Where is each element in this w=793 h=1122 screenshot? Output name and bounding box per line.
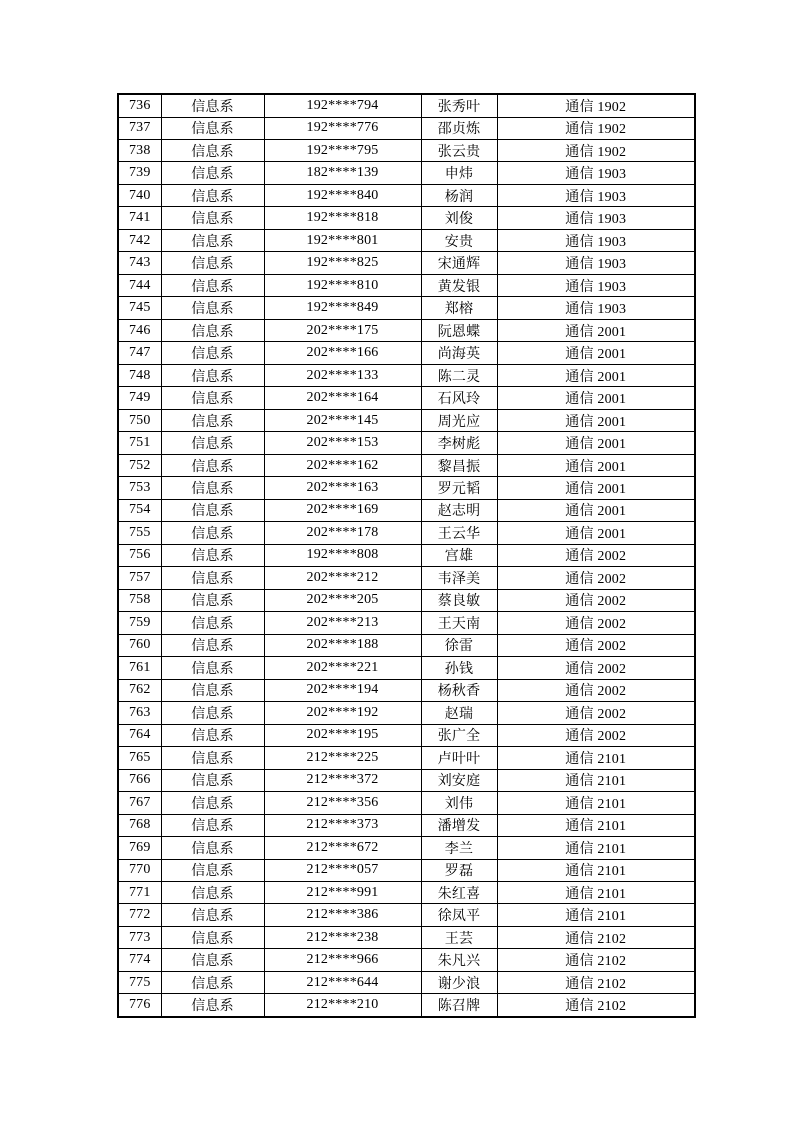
cell-student-id: 202****178 — [264, 522, 421, 544]
cell-department: 信息系 — [161, 432, 264, 454]
table-row — [118, 477, 695, 499]
cell-student-name: 罗磊 — [421, 859, 497, 881]
cell-department: 信息系 — [161, 881, 264, 903]
table-row — [118, 814, 695, 836]
cell-student-name: 张云贵 — [421, 140, 497, 162]
cell-class: 通信 1903 — [497, 184, 695, 206]
table-row — [118, 859, 695, 881]
cell-student-name: 申炜 — [421, 162, 497, 184]
cell-department: 信息系 — [161, 589, 264, 611]
cell-seq-number: 740 — [118, 184, 161, 206]
cell-student-name: 李兰 — [421, 837, 497, 859]
table-row — [118, 274, 695, 296]
cell-class: 通信 1903 — [497, 229, 695, 251]
cell-department: 信息系 — [161, 634, 264, 656]
table-row — [118, 162, 695, 184]
cell-student-name: 卢叶叶 — [421, 747, 497, 769]
cell-student-id: 212****238 — [264, 926, 421, 948]
cell-department: 信息系 — [161, 769, 264, 791]
cell-class: 通信 2101 — [497, 881, 695, 903]
cell-class: 通信 2102 — [497, 971, 695, 993]
cell-student-id: 212****966 — [264, 949, 421, 971]
cell-student-id: 182****139 — [264, 162, 421, 184]
cell-student-name: 韦泽美 — [421, 567, 497, 589]
cell-class: 通信 2101 — [497, 837, 695, 859]
table-row — [118, 926, 695, 948]
cell-class: 通信 1903 — [497, 297, 695, 319]
cell-student-name: 赵志明 — [421, 499, 497, 521]
cell-student-id: 202****133 — [264, 364, 421, 386]
table-row — [118, 904, 695, 926]
table-row — [118, 522, 695, 544]
cell-department: 信息系 — [161, 657, 264, 679]
cell-student-id: 192****808 — [264, 544, 421, 566]
cell-department: 信息系 — [161, 859, 264, 881]
cell-student-id: 212****356 — [264, 792, 421, 814]
cell-class: 通信 2001 — [497, 522, 695, 544]
cell-seq-number: 755 — [118, 522, 161, 544]
cell-class: 通信 2101 — [497, 904, 695, 926]
cell-seq-number: 739 — [118, 162, 161, 184]
cell-student-name: 徐凤平 — [421, 904, 497, 926]
cell-student-id: 202****166 — [264, 342, 421, 364]
cell-class: 通信 1902 — [497, 117, 695, 139]
cell-student-id: 192****849 — [264, 297, 421, 319]
cell-seq-number: 767 — [118, 792, 161, 814]
cell-class: 通信 1903 — [497, 274, 695, 296]
cell-department: 信息系 — [161, 949, 264, 971]
cell-department: 信息系 — [161, 319, 264, 341]
cell-seq-number: 754 — [118, 499, 161, 521]
cell-student-id: 202****194 — [264, 679, 421, 701]
cell-department: 信息系 — [161, 724, 264, 746]
cell-department: 信息系 — [161, 94, 264, 117]
cell-student-id: 202****213 — [264, 612, 421, 634]
cell-seq-number: 770 — [118, 859, 161, 881]
cell-class: 通信 2001 — [497, 319, 695, 341]
cell-class: 通信 2102 — [497, 949, 695, 971]
cell-class: 通信 2001 — [497, 342, 695, 364]
cell-department: 信息系 — [161, 409, 264, 431]
table-row — [118, 297, 695, 319]
cell-department: 信息系 — [161, 364, 264, 386]
cell-seq-number: 748 — [118, 364, 161, 386]
cell-department: 信息系 — [161, 274, 264, 296]
cell-student-id: 212****672 — [264, 837, 421, 859]
cell-seq-number: 775 — [118, 971, 161, 993]
cell-department: 信息系 — [161, 207, 264, 229]
cell-student-id: 202****192 — [264, 702, 421, 724]
cell-student-id: 202****163 — [264, 477, 421, 499]
cell-seq-number: 758 — [118, 589, 161, 611]
cell-seq-number: 741 — [118, 207, 161, 229]
cell-department: 信息系 — [161, 814, 264, 836]
cell-seq-number: 776 — [118, 994, 161, 1017]
cell-class: 通信 2002 — [497, 567, 695, 589]
cell-class: 通信 2102 — [497, 994, 695, 1017]
cell-class: 通信 1903 — [497, 252, 695, 274]
cell-student-name: 陈召牌 — [421, 994, 497, 1017]
cell-class: 通信 2102 — [497, 926, 695, 948]
cell-department: 信息系 — [161, 904, 264, 926]
cell-class: 通信 2101 — [497, 859, 695, 881]
cell-student-id: 192****825 — [264, 252, 421, 274]
cell-class: 通信 2001 — [497, 454, 695, 476]
cell-student-name: 赵瑞 — [421, 702, 497, 724]
cell-student-id: 192****810 — [264, 274, 421, 296]
cell-seq-number: 753 — [118, 477, 161, 499]
cell-student-name: 朱红喜 — [421, 881, 497, 903]
cell-class: 通信 2001 — [497, 364, 695, 386]
cell-student-id: 212****372 — [264, 769, 421, 791]
cell-class: 通信 2101 — [497, 792, 695, 814]
cell-department: 信息系 — [161, 792, 264, 814]
cell-seq-number: 746 — [118, 319, 161, 341]
cell-student-id: 192****818 — [264, 207, 421, 229]
cell-department: 信息系 — [161, 477, 264, 499]
cell-department: 信息系 — [161, 926, 264, 948]
table-row — [118, 747, 695, 769]
cell-student-name: 刘伟 — [421, 792, 497, 814]
table-row — [118, 117, 695, 139]
table-row — [118, 679, 695, 701]
cell-student-id: 192****801 — [264, 229, 421, 251]
cell-seq-number: 761 — [118, 657, 161, 679]
cell-student-name: 杨秋香 — [421, 679, 497, 701]
cell-class: 通信 2002 — [497, 544, 695, 566]
table-row — [118, 207, 695, 229]
cell-class: 通信 2101 — [497, 769, 695, 791]
cell-seq-number: 763 — [118, 702, 161, 724]
table-row — [118, 409, 695, 431]
cell-student-id: 202****175 — [264, 319, 421, 341]
cell-class: 通信 1903 — [497, 162, 695, 184]
table-row — [118, 612, 695, 634]
cell-student-id: 202****162 — [264, 454, 421, 476]
table-row — [118, 252, 695, 274]
cell-student-name: 潘增发 — [421, 814, 497, 836]
cell-student-id: 192****794 — [264, 94, 421, 117]
cell-student-name: 黄发银 — [421, 274, 497, 296]
cell-student-name: 陈二灵 — [421, 364, 497, 386]
cell-student-name: 宫雄 — [421, 544, 497, 566]
table-row — [118, 724, 695, 746]
cell-student-name: 刘俊 — [421, 207, 497, 229]
cell-seq-number: 768 — [118, 814, 161, 836]
cell-student-name: 尚海英 — [421, 342, 497, 364]
cell-class: 通信 2001 — [497, 409, 695, 431]
cell-department: 信息系 — [161, 387, 264, 409]
cell-student-id: 212****210 — [264, 994, 421, 1017]
cell-student-id: 212****386 — [264, 904, 421, 926]
cell-student-name: 徐雷 — [421, 634, 497, 656]
cell-class: 通信 2001 — [497, 477, 695, 499]
cell-seq-number: 752 — [118, 454, 161, 476]
cell-student-name: 宋通辉 — [421, 252, 497, 274]
table-row — [118, 454, 695, 476]
table-row — [118, 387, 695, 409]
cell-seq-number: 743 — [118, 252, 161, 274]
cell-class: 通信 2002 — [497, 589, 695, 611]
cell-department: 信息系 — [161, 342, 264, 364]
cell-student-name: 朱凡兴 — [421, 949, 497, 971]
cell-student-name: 王天南 — [421, 612, 497, 634]
cell-seq-number: 757 — [118, 567, 161, 589]
cell-seq-number: 751 — [118, 432, 161, 454]
table-row — [118, 702, 695, 724]
cell-department: 信息系 — [161, 252, 264, 274]
table-row — [118, 567, 695, 589]
cell-class: 通信 2002 — [497, 634, 695, 656]
cell-student-name: 罗元韬 — [421, 477, 497, 499]
cell-student-id: 202****212 — [264, 567, 421, 589]
cell-seq-number: 745 — [118, 297, 161, 319]
cell-student-id: 202****164 — [264, 387, 421, 409]
cell-student-id: 212****991 — [264, 881, 421, 903]
table-row — [118, 792, 695, 814]
table-row — [118, 657, 695, 679]
cell-seq-number: 772 — [118, 904, 161, 926]
cell-seq-number: 765 — [118, 747, 161, 769]
cell-seq-number: 774 — [118, 949, 161, 971]
cell-class: 通信 1902 — [497, 94, 695, 117]
table-row — [118, 94, 695, 117]
table-row — [118, 994, 695, 1017]
table-row — [118, 881, 695, 903]
cell-seq-number: 769 — [118, 837, 161, 859]
cell-class: 通信 2101 — [497, 814, 695, 836]
student-roster-body — [118, 94, 695, 1017]
cell-seq-number: 766 — [118, 769, 161, 791]
table-row — [118, 432, 695, 454]
cell-student-id: 202****145 — [264, 409, 421, 431]
cell-department: 信息系 — [161, 567, 264, 589]
cell-seq-number: 760 — [118, 634, 161, 656]
cell-department: 信息系 — [161, 544, 264, 566]
cell-student-id: 202****188 — [264, 634, 421, 656]
cell-student-name: 杨润 — [421, 184, 497, 206]
cell-department: 信息系 — [161, 702, 264, 724]
cell-department: 信息系 — [161, 297, 264, 319]
table-row — [118, 949, 695, 971]
cell-student-id: 212****225 — [264, 747, 421, 769]
cell-student-id: 202****153 — [264, 432, 421, 454]
cell-student-name: 张广全 — [421, 724, 497, 746]
cell-class: 通信 2101 — [497, 747, 695, 769]
cell-department: 信息系 — [161, 162, 264, 184]
cell-class: 通信 2002 — [497, 657, 695, 679]
cell-department: 信息系 — [161, 522, 264, 544]
cell-class: 通信 1902 — [497, 140, 695, 162]
cell-seq-number: 738 — [118, 140, 161, 162]
cell-student-name: 张秀叶 — [421, 94, 497, 117]
cell-seq-number: 747 — [118, 342, 161, 364]
cell-student-id: 202****169 — [264, 499, 421, 521]
cell-seq-number: 742 — [118, 229, 161, 251]
cell-student-id: 192****840 — [264, 184, 421, 206]
cell-department: 信息系 — [161, 971, 264, 993]
cell-class: 通信 2002 — [497, 612, 695, 634]
cell-seq-number: 771 — [118, 881, 161, 903]
cell-student-name: 刘安庭 — [421, 769, 497, 791]
cell-seq-number: 736 — [118, 94, 161, 117]
cell-student-name: 王云华 — [421, 522, 497, 544]
table-row — [118, 364, 695, 386]
table-row — [118, 140, 695, 162]
cell-department: 信息系 — [161, 184, 264, 206]
cell-student-name: 石风玲 — [421, 387, 497, 409]
cell-seq-number: 744 — [118, 274, 161, 296]
cell-student-name: 李树彪 — [421, 432, 497, 454]
cell-department: 信息系 — [161, 140, 264, 162]
cell-class: 通信 1903 — [497, 207, 695, 229]
cell-department: 信息系 — [161, 679, 264, 701]
cell-student-name: 邵贞炼 — [421, 117, 497, 139]
cell-student-id: 192****776 — [264, 117, 421, 139]
cell-class: 通信 2001 — [497, 432, 695, 454]
cell-seq-number: 759 — [118, 612, 161, 634]
cell-student-id: 212****373 — [264, 814, 421, 836]
cell-seq-number: 750 — [118, 409, 161, 431]
cell-student-id: 202****205 — [264, 589, 421, 611]
cell-department: 信息系 — [161, 837, 264, 859]
cell-seq-number: 737 — [118, 117, 161, 139]
cell-department: 信息系 — [161, 612, 264, 634]
table-row — [118, 499, 695, 521]
cell-seq-number: 756 — [118, 544, 161, 566]
cell-class: 通信 2001 — [497, 499, 695, 521]
cell-class: 通信 2001 — [497, 387, 695, 409]
table-row — [118, 971, 695, 993]
cell-student-name: 郑榕 — [421, 297, 497, 319]
cell-student-name: 周光应 — [421, 409, 497, 431]
cell-student-name: 蔡良敏 — [421, 589, 497, 611]
cell-department: 信息系 — [161, 229, 264, 251]
cell-student-name: 孙钱 — [421, 657, 497, 679]
cell-department: 信息系 — [161, 499, 264, 521]
cell-department: 信息系 — [161, 454, 264, 476]
cell-department: 信息系 — [161, 747, 264, 769]
student-roster-table — [117, 93, 696, 1018]
cell-department: 信息系 — [161, 994, 264, 1017]
cell-seq-number: 749 — [118, 387, 161, 409]
cell-student-name: 黎昌振 — [421, 454, 497, 476]
table-row — [118, 544, 695, 566]
table-row — [118, 184, 695, 206]
cell-student-name: 安贵 — [421, 229, 497, 251]
table-row — [118, 229, 695, 251]
cell-student-name: 阮恩蝶 — [421, 319, 497, 341]
cell-student-name: 王芸 — [421, 926, 497, 948]
cell-class: 通信 2002 — [497, 679, 695, 701]
cell-student-id: 212****057 — [264, 859, 421, 881]
table-row — [118, 589, 695, 611]
cell-seq-number: 773 — [118, 926, 161, 948]
cell-student-name: 谢少浪 — [421, 971, 497, 993]
table-row — [118, 769, 695, 791]
table-row — [118, 634, 695, 656]
cell-department: 信息系 — [161, 117, 264, 139]
table-row — [118, 342, 695, 364]
cell-class: 通信 2002 — [497, 702, 695, 724]
table-row — [118, 837, 695, 859]
cell-class: 通信 2002 — [497, 724, 695, 746]
cell-student-id: 202****221 — [264, 657, 421, 679]
cell-seq-number: 762 — [118, 679, 161, 701]
cell-seq-number: 764 — [118, 724, 161, 746]
cell-student-id: 212****644 — [264, 971, 421, 993]
cell-student-id: 192****795 — [264, 140, 421, 162]
cell-student-id: 202****195 — [264, 724, 421, 746]
table-row — [118, 319, 695, 341]
